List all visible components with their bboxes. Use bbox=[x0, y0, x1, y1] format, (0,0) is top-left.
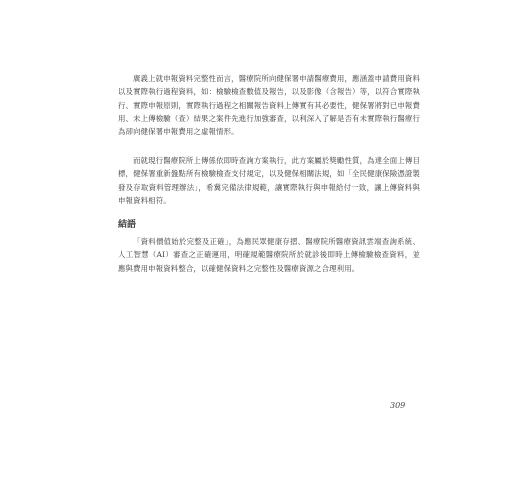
body-paragraph-2-block bbox=[118, 154, 420, 207]
body-paragraph-1-block bbox=[118, 72, 420, 138]
body-paragraph-1: 廣義上就申報資料完整性而言，醫療院所向健保署申請醫療費用，應涵蓋申請費用資料以及實際執行過程資料，如：檢驗檢查數值及報告，以及影像（含報告）等，以符合實際執行、實際申報原則，實際執行過程之相關報告資料上傳實有其必要性，健保署將對已申報費用、未上傳檢驗（查）結果之案件先進行加強審查，以利深入了解是否有未實際執行醫療行為卻向健保署申報費用之虛報情形。 bbox=[118, 74, 420, 137]
conclusion-paragraph: 「資料價值始於完整及正確」，為應民眾健康存摺、醫療院所醫療資訊雲端查詢系統、人工智慧（AI）審查之正確運用，明確規範醫療院所於就診後即時上傳檢驗檢查資料，並應與費用申報資料整合，以確健保資料之完整性及醫療資源之合理利用。 bbox=[118, 237, 420, 273]
page-number: 309 bbox=[390, 401, 406, 410]
body-paragraph-2: 而就現行醫療院所上傳係依即時查詢方案執行，此方案屬於獎勵性質，為達全面上傳目標，健保署重新盤點所有檢驗檢查支付規定，以及健保相關法規，如「全民健康保險憑證製發及存取資料管理辦法」，希冀完備法律規範，讓實際執行與申報給付一致，讓上傳資料與申報資料相符。 bbox=[118, 156, 420, 205]
conclusion-paragraph-block bbox=[118, 235, 420, 275]
section-heading: 結語 bbox=[118, 220, 137, 230]
